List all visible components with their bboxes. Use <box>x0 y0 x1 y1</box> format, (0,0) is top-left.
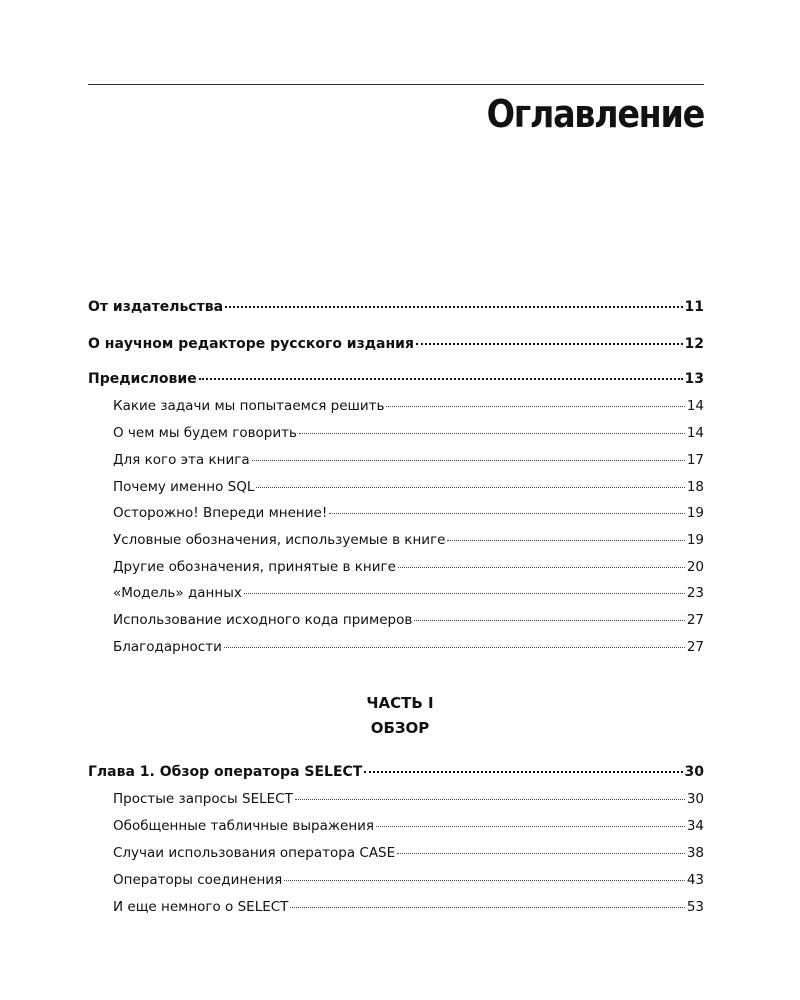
toc-entry-label: Для кого эта книга <box>113 452 250 468</box>
toc-page-number: 30 <box>686 791 704 807</box>
toc-entry-scientific-editor[interactable] <box>88 335 704 353</box>
dot-leader <box>398 566 685 568</box>
toc-subentry[interactable] <box>113 584 704 602</box>
toc-subentry[interactable] <box>113 451 704 469</box>
part-heading-title: ОБЗОР <box>370 719 430 737</box>
toc-entry-label: Операторы соединения <box>113 872 283 888</box>
dot-leader <box>397 852 685 854</box>
toc-page-number: 19 <box>686 505 704 521</box>
toc-subentry[interactable] <box>113 790 704 808</box>
toc-page-number: 27 <box>686 612 704 628</box>
toc-entry-label: Глава 1. Обзор оператора SELECT <box>88 764 363 780</box>
toc-page-number: 38 <box>686 845 704 861</box>
dot-leader <box>284 879 685 881</box>
toc-page-number: 14 <box>686 425 704 441</box>
toc-entry-preface[interactable] <box>88 370 704 388</box>
dot-leader <box>386 405 684 407</box>
toc-page-number: 27 <box>686 639 704 655</box>
dot-leader <box>256 486 684 488</box>
toc-entry-label: Осторожно! Впереди мнение! <box>113 505 328 521</box>
part-heading-number: ЧАСТЬ I <box>366 694 434 712</box>
dot-leader <box>225 305 682 308</box>
toc-subentry[interactable] <box>113 397 704 415</box>
toc-subentry[interactable] <box>113 898 704 916</box>
toc-entry-label: Обобщенные табличные выражения <box>113 818 375 834</box>
toc-subentry[interactable] <box>113 558 704 576</box>
toc-page-number: 53 <box>686 899 704 915</box>
toc-page-number: 12 <box>684 336 704 352</box>
dot-leader <box>290 906 684 908</box>
toc-entry-label: О научном редакторе русского издания <box>88 336 414 352</box>
toc-page-number: 30 <box>684 764 704 780</box>
toc-entry-from-publisher[interactable] <box>88 298 704 316</box>
toc-page-number: 17 <box>686 452 704 468</box>
toc-page-number: 19 <box>686 532 704 548</box>
toc-page-number: 23 <box>686 585 704 601</box>
toc-subentry[interactable] <box>113 478 704 496</box>
toc-subentry[interactable] <box>113 638 704 656</box>
dot-leader <box>295 798 685 800</box>
toc-entry-label: Благодарности <box>113 639 222 655</box>
top-rule <box>88 84 704 85</box>
toc-entry-label: Использование исходного кода примеров <box>113 612 413 628</box>
toc-subentry[interactable] <box>113 531 704 549</box>
dot-leader <box>252 459 685 461</box>
toc-entry-chapter-1[interactable] <box>88 763 704 781</box>
toc-subentry[interactable] <box>113 844 704 862</box>
toc-entry-label: Предисловие <box>88 371 197 387</box>
toc-page-number: 11 <box>684 299 704 315</box>
toc-entry-label: Почему именно SQL <box>113 479 255 495</box>
toc-page-number: 14 <box>686 398 704 414</box>
toc-page-number: 20 <box>686 559 704 575</box>
dot-leader <box>416 342 683 345</box>
toc-entry-label: Другие обозначения, принятые в книге <box>113 559 396 575</box>
toc-subentry[interactable] <box>113 871 704 889</box>
toc-entry-label: «Модель» данных <box>113 585 242 601</box>
toc-entry-label: Случаи использования оператора CASE <box>113 845 396 861</box>
toc-entry-label: Какие задачи мы попытаемся решить <box>113 398 385 414</box>
toc-subentry[interactable] <box>113 424 704 442</box>
dot-leader <box>299 432 685 434</box>
toc-entry-label: Простые запросы SELECT <box>113 791 293 807</box>
toc-entry-label: О чем мы будем говорить <box>113 425 297 441</box>
toc-entry-label: Условные обозначения, используемые в книге <box>113 532 446 548</box>
dot-leader <box>447 539 684 541</box>
toc-subentry[interactable] <box>113 611 704 629</box>
dot-leader <box>244 592 685 594</box>
toc-page-number: 18 <box>686 479 704 495</box>
toc-entry-label: И еще немного о SELECT <box>113 899 289 915</box>
toc-page-number: 43 <box>686 872 704 888</box>
toc-page-number: 13 <box>684 371 704 387</box>
toc-subentry[interactable] <box>113 817 704 835</box>
page-title: Оглавление <box>486 92 704 136</box>
dot-leader <box>329 512 685 514</box>
dot-leader <box>224 646 685 648</box>
toc-entry-label: От издательства <box>88 299 224 315</box>
dot-leader <box>364 770 682 773</box>
dot-leader <box>414 619 684 621</box>
toc-subentry[interactable] <box>113 504 704 522</box>
dot-leader <box>376 825 685 827</box>
toc-page-number: 34 <box>686 818 704 834</box>
dot-leader <box>199 377 683 380</box>
